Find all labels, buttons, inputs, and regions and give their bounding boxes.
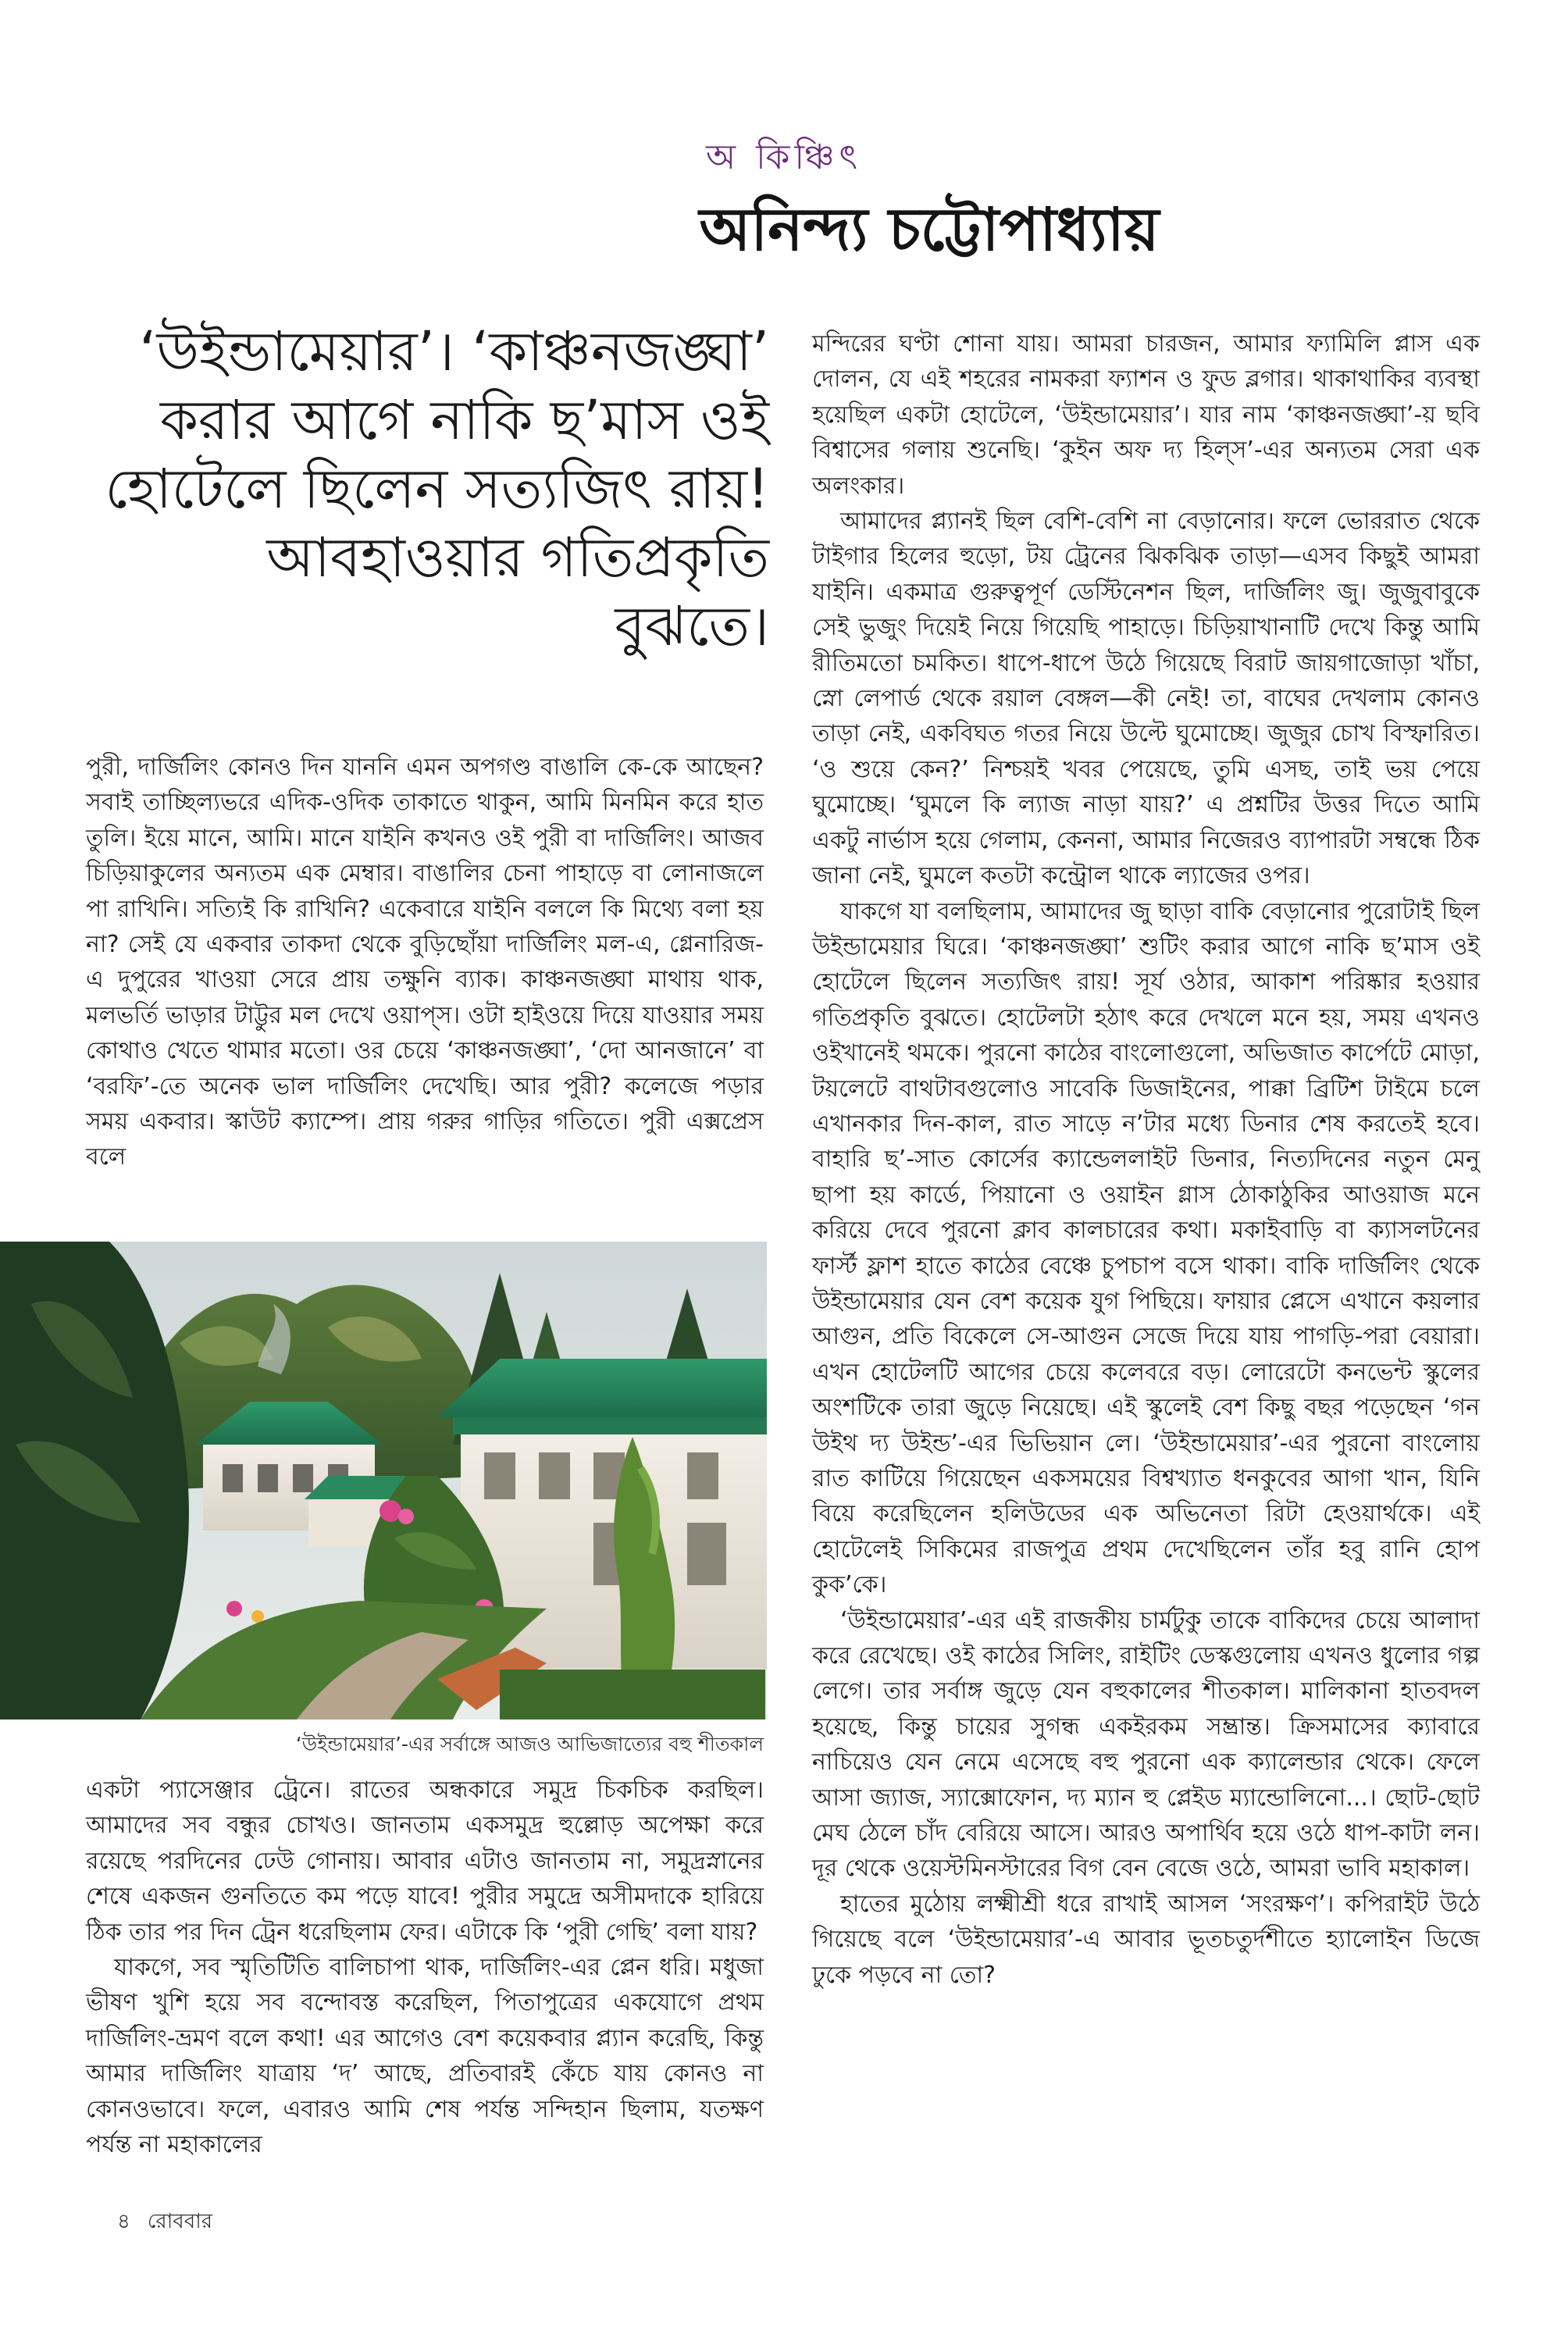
paragraph: যাকগে যা বলছিলাম, আমাদের জু ছাড়া বাকি বেড়ানোর পুরোটাই ছিল উইন্ডামেয়ার ঘিরে। ‘কাঞ্চনজঙ্ঘা’ শুটিং করার আগে নাকি ছ’মাস ওই হোটেলে ছিলেন সত্যজিৎ রায়! সূর্য ওঠার, আকাশ পরিষ্কার হওয়ার গতিপ্রকৃতি বুঝতে। হোটেলটা হঠাৎ করে দেখলে মনে হয়, সময় এখনও ওইখানেই থমকে। পুরনো কাঠের বাংলোগুলো, অভিজাত কার্পেটে মোড়া, টয়লেটে বাথটাবগুলোও সাবেকি ডিজাইনের, পাক্কা ব্রিটিশ টাইমে চলে এখানকার দিন-কাল, রাত সাড়ে ন’টার মধ্যে ডিনার শেষ করতেই হবে। বাহারি ছ’-সাত কোর্সের ক্যান্ডেললাইট ডিনার, নিত্যদিনের নতুন মেনু ছাপা হয় কার্ডে, পিয়ানো ও ওয়াইন গ্লাস ঠোকাঠুকির আওয়াজ মনে করিয়ে দেবে পুরনো ক্লাব কালচারের কথা। মকাইবাড়ি বা ক্যাসলটনের ফার্স্ট ফ্লাশ হাতে কাঠের বেঞ্চে চুপচাপ বসে থাকা। বাকি দার্জিলিং থেকে উইন্ডামেয়ার যেন বেশ কয়েক যুগ পিছিয়ে। ফায়ার প্লেসে এখানে কয়লার আগুন, প্রতি বিকেলে সে-আগুন সেজে দিয়ে যায় পাগড়ি-পরা বেয়ারা। এখন হোটেলটি আগের চেয়ে কলেবরে বড়। লোরেটো কনভেন্ট স্কুলের অংশটিকে তারা জুড়ে নিয়েছে। এই স্কুলেই বেশ কিছু বছর পড়েছেন ‘গন উইথ দ্য উইন্ড’-এর ভিভিয়ান লে। ‘উইন্ডামেয়ার’-এর পুরনো বাংলোয় রাত কাটিয়ে গিয়েছেন একসময়ের বিশ্বখ্যাত ধনকুবের আগা খান, যিনি বিয়ে করেছিলেন হলিউডের এক অভিনেতা রিটা হেওয়ার্থকে। এই হোটেলেই সিকিমের রাজপুত্র প্রথম দেখেছিলেন তাঁর হবু রানি হোপ কুক’কে। xyxy=(812,897,1480,1599)
author-byline: অনিন্দ্য চট্টোপাধ্যায় xyxy=(699,194,1160,264)
paragraph: ‘উইন্ডামেয়ার’-এর এই রাজকীয় চার্মটুকু তাকে বাকিদের চেয়ে আলাদা করে রেখেছে। ওই কাঠের সিলিং, রাইটিং ডেস্কগুলোয় এখনও ধুলোর গল্প লেগে। তার সর্বাঙ্গ জুড়ে যেন বহুকালের শীতকাল। মালিকানা হাতবদল হয়েছে, কিন্তু চায়ের সুগন্ধ একইরকম সম্ভ্রান্ত। ক্রিসমাসের ক্যাবারে নাচিয়েও যেন নেমে এসেছে বহু পুরনো এক ক্যালেন্ডার থেকে। ফেলে আসা জ্যাজ, স্যাক্সোফোন, দ্য ম্যান হু প্লেইড ম্যান্ডোলিনো...। ছোট-ছোট মেঘ ঠেলে চাঁদ বেরিয়ে আসে। আরও অপার্থিব হয়ে ওঠে ধাপ-কাটা লন। দূর থেকে ওয়েস্টমিনস্টারের বিগ বেন বেজে ওঠে, আমরা ভাবি মহাকাল। xyxy=(812,1606,1480,1883)
hotel-photo xyxy=(0,1242,767,1719)
paragraph: একটা প্যাসেঞ্জার ট্রেনে। রাতের অন্ধকারে সমুদ্র চিকচিক করছিল। আমাদের সব বন্ধুর চোখও। জানতাম একসমুদ্র হুল্লোড় অপেক্ষা করে রয়েছে পরদিনের ঢেউ গোনায়। আবার এটাও জানতাম না, সমুদ্রস্নানের শেষে একজন গুনতিতে কম পড়ে যাবে! পুরীর সমুদ্রে অসীমদাকে হারিয়ে ঠিক তার পর দিন ট্রেন ধরেছিলাম ফের। এটাকে কি ‘পুরী গেছি’ বলা যায়? xyxy=(86,1776,764,1946)
left-column-top xyxy=(86,750,764,1175)
page-footer xyxy=(117,2205,230,2240)
paragraph: মন্দিরের ঘণ্টা শোনা যায়। আমরা চারজন, আমার ফ্যামিলি প্লাস এক দোলন, যে এই শহরের নামকরা ফ্যাশন ও ফুড ব্লগার। থাকাথাকির ব্যবস্থা হয়েছিল একটা হোটেলে, ‘উইন্ডামেয়ার’। যার নাম ‘কাঞ্চনজঙ্ঘা’-য় ছবি বিশ্বাসের গলায় শুনেছি। ‘কুইন অফ দ্য হিল্‌স’-এর অন্যতম সেরা এক অলংকার। xyxy=(812,330,1480,500)
page-number: ৪ xyxy=(117,2210,130,2233)
section-name: রোববার xyxy=(147,2210,213,2233)
pull-quote: ‘উইন্ডামেয়ার’। ‘কাঞ্চনজঙ্ঘা’ করার আগে নাকি ছ’মাস ওই হোটেলে ছিলেন সত্যজিৎ রায়! আবহাওয়ার গতিপ্রকৃতি বুঝতে। xyxy=(105,319,769,658)
column-kicker: অ কিঞ্চিৎ xyxy=(705,137,863,177)
paragraph: আমাদের প্ল্যানই ছিল বেশি-বেশি না বেড়ানোর। ফলে ভোররাত থেকে টাইগার হিলের হুড়ো, টয় ট্রেনের ঝিকঝিক তাড়া—এসব কিছুই আমরা যাইনি। একমাত্র গুরুত্বপূর্ণ ডেস্টিনেশন ছিল, দার্জিলিং জু। জুজুবাবুকে সেই ভুজুং দিয়েই নিয়ে গিয়েছি পাহাড়ে। চিড়িয়াখানাটি দেখে কিন্তু আমি রীতিমতো চমকিত। ধাপে-ধাপে উঠে গিয়েছে বিরাট জায়গাজোড়া খাঁচা, স্নো লেপার্ড থেকে রয়াল বেঙ্গল—কী নেই! তা, বাঘের দেখলাম কোনও তাড়া নেই, একবিঘত গতর নিয়ে উল্টে ঘুমোচ্ছে। জুজুর চোখ বিস্ফারিত। ‘ও শুয়ে কেন?’ নিশ্চয়ই খবর পেয়েছে, তুমি এসছ, তাই ভয় পেয়ে ঘুমোচ্ছে। ‘ঘুমলে কি ল্যাজ নাড়া যায়?’ এ প্রশ্নটির উত্তর দিতে আমি একটু নার্ভাস হয়ে গেলাম, কেননা, আমার নিজেরও ব্যাপারটা সম্বন্ধে ঠিক জানা নেই, ঘুমলে কতটা কন্ট্রোল থাকে ল্যাজের ওপর। xyxy=(812,508,1480,890)
paragraph: হাতের মুঠোয় লক্ষ্মীশ্রী ধরে রাখাই আসল ‘সংরক্ষণ’। কপিরাইট উঠে গিয়েছে বলে ‘উইন্ডামেয়ার’-এ আবার ভূতচতুর্দশীতে হ্যালোইন ডিজে ঢুকে পড়বে না তো? xyxy=(812,1890,1480,1989)
paragraph: পুরী, দার্জিলিং কোনও দিন যাননি এমন অপগণ্ড বাঙালি কে-কে আছেন? সবাই তাচ্ছিল্যভরে এদিক-ওদিক তাকাতে থাকুন, আমি মিনমিন করে হাত তুলি। ইয়ে মানে, আমি। মানে যাইনি কখনও ওই পুরী বা দার্জিলিং। আজব চিড়িয়াকুলের অন্যতম এক মেম্বার। বাঙালির চেনা পাহাড়ে বা লোনাজলে পা রাখিনি। সত্যিই কি রাখিনি? একেবারে যাইনি বললে কি মিথ্যে বলা হয় না? সেই যে একবার তাকদা থেকে বুড়িছোঁয়া দার্জিলিং মল-এ, গ্লেনারিজ-এ দুপুরের খাওয়া সেরে প্রায় তক্ষুনি ব্যাক। কাঞ্চনজঙ্ঘা মাথায় থাক, মলভর্তি ভাড়ার টাট্টুর মল দেখে ওয়াপ্‌স। ওটা হাইওয়ে দিয়ে যাওয়ার সময় কোথাও খেতে থামার মতো। ওর চেয়ে ‘কাঞ্চনজঙ্ঘা’, ‘দো আনজানে’ বা ‘বরফি’-তে অনেক ভাল দার্জিলিং দেখেছি। আর পুরী? কলেজে পড়ার সময় একবার। স্কাউট ক্যাম্পে। প্রায় গরুর গাড়ির গতিতে। পুরী এক্সপ্রেস বলে xyxy=(86,754,764,1171)
right-column xyxy=(812,326,1480,1993)
photo-caption: ‘উইন্ডামেয়ার’-এর সর্বাঙ্গে আজও আভিজাত্যের বহু শীতকাল xyxy=(295,1733,764,1755)
hotel-photo-image xyxy=(0,1242,767,1719)
paragraph: যাকগে, সব স্মৃতিটিতি বালিচাপা থাক, দার্জিলিং-এর প্লেন ধরি। মধুজা ভীষণ খুশি হয়ে সব বন্দোবস্ত করেছিল, পিতাপুত্রের একযোগে প্রথম দার্জিলিং-ভ্রমণ বলে কথা! এর আগেও বেশ কয়েকবার প্ল্যান করেছি, কিন্তু আমার দার্জিলিং যাত্রায় ‘দ’ আছে, প্রতিবারই কেঁচে যায় কোনও না কোনওভাবে। ফলে, এবারও আমি শেষ পর্যন্ত সন্দিহান ছিলাম, যতক্ষণ পর্যন্ত না মহাকালের xyxy=(86,1954,764,2159)
left-column-bottom xyxy=(86,1773,764,2162)
